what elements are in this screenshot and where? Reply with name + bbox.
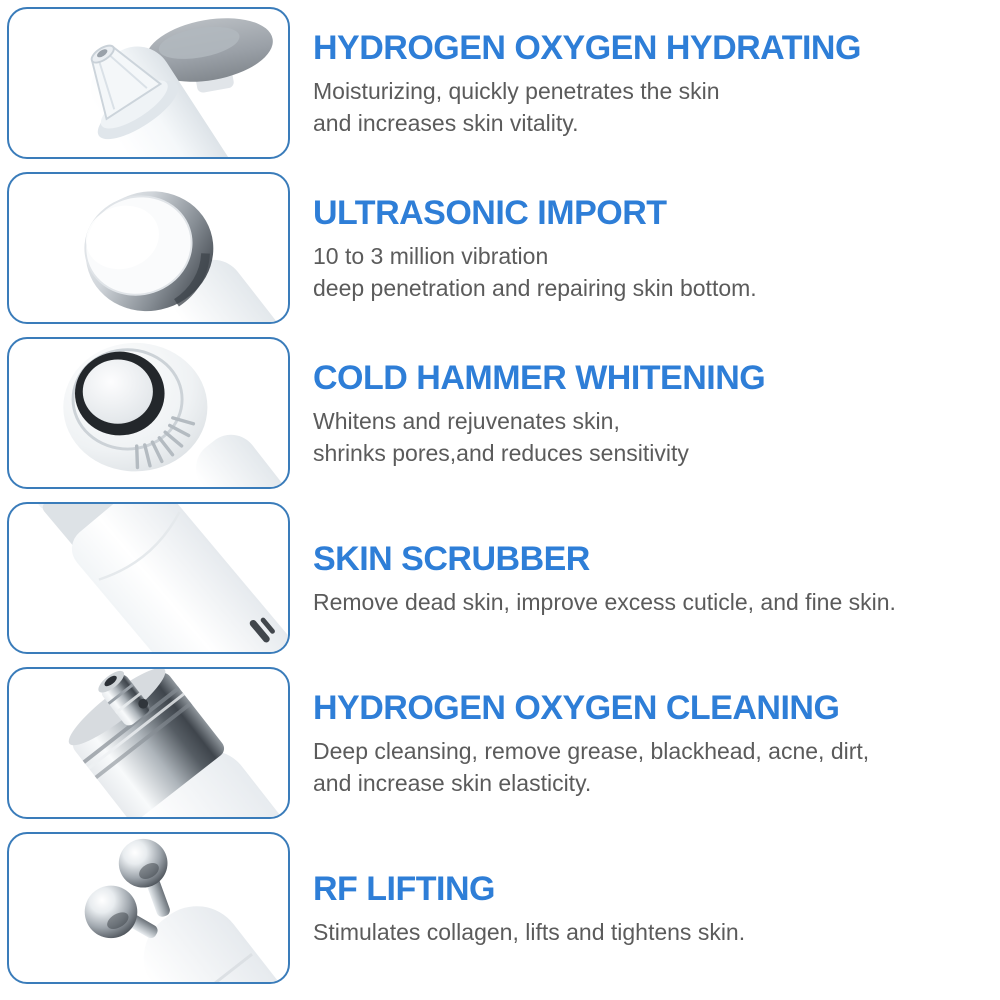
feature-title: COLD HAMMER WHITENING xyxy=(313,358,766,397)
feature-row-skin-scrubber xyxy=(7,502,1000,654)
feature-desc-line: Deep cleansing, remove grease, blackhead, acne, dirt, xyxy=(313,737,870,764)
feature-desc-line: and increases skin vitality. xyxy=(313,109,579,136)
feature-desc-line: and increase skin elasticity. xyxy=(313,769,592,796)
hydrating-photo-box xyxy=(7,7,290,159)
ultrasonic-text-block xyxy=(313,172,757,324)
feature-desc-line: 10 to 3 million vibration xyxy=(313,242,549,269)
feature-desc-line: Remove dead skin, improve excess cuticle, and fine skin. xyxy=(313,588,896,615)
cleaning-photo-box xyxy=(7,667,290,819)
feature-title: ULTRASONIC IMPORT xyxy=(313,193,667,232)
cleaning-nozzle-handpiece-photo xyxy=(9,669,288,817)
skin-scrubber-spatula-photo xyxy=(9,504,288,652)
feature-row-cleaning xyxy=(7,667,1000,819)
skin-scrubber-text-block xyxy=(313,502,896,654)
feature-desc-line: Whitens and rejuvenates skin, xyxy=(313,407,620,434)
rf-lifting-photo-box xyxy=(7,832,290,984)
feature-title: HYDROGEN OXYGEN HYDRATING xyxy=(313,28,861,67)
feature-row-ultrasonic xyxy=(7,172,1000,324)
feature-title: HYDROGEN OXYGEN CLEANING xyxy=(313,688,840,727)
ultrasonic-head-photo xyxy=(9,174,288,322)
feature-title: SKIN SCRUBBER xyxy=(313,539,590,578)
rf-lifting-text-block xyxy=(313,832,745,984)
feature-desc-line: deep penetration and repairing skin bottom. xyxy=(313,274,757,301)
hydro-dermabrasion-tip-photo xyxy=(9,9,288,157)
hydrating-text-block xyxy=(313,7,861,159)
skin-scrubber-photo-box xyxy=(7,502,290,654)
cold-hammer-text-block xyxy=(313,337,765,489)
ultrasonic-photo-box xyxy=(7,172,290,324)
cold-hammer-photo-box xyxy=(7,337,290,489)
feature-row-rf-lifting xyxy=(7,832,1000,984)
feature-title: RF LIFTING xyxy=(313,869,495,908)
feature-desc-line: Moisturizing, quickly penetrates the skin xyxy=(313,77,720,104)
cold-hammer-head-photo xyxy=(9,339,288,487)
feature-desc-line: shrinks pores,and reduces sensitivity xyxy=(313,439,689,466)
feature-desc-line: Stimulates collagen, lifts and tightens skin. xyxy=(313,918,746,945)
feature-row-cold-hammer xyxy=(7,337,1000,489)
rf-lifting-roller-photo xyxy=(9,834,288,982)
feature-row-hydrating xyxy=(7,7,1000,159)
cleaning-text-block xyxy=(313,667,869,819)
